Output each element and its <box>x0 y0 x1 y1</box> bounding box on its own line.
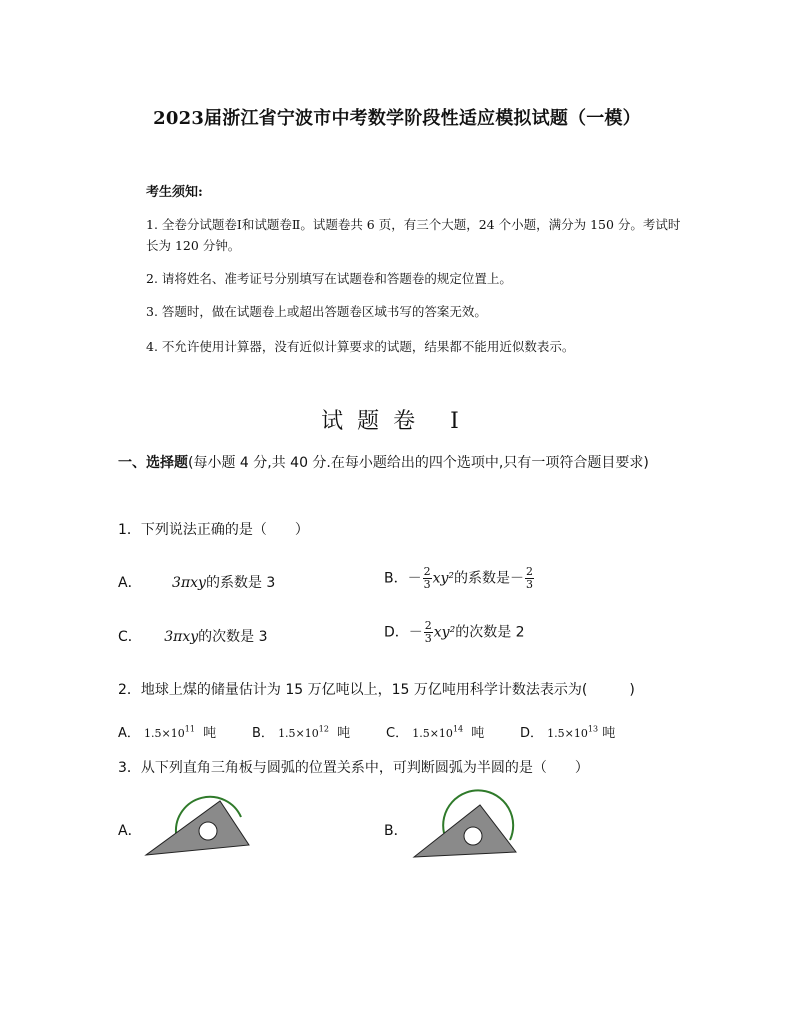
q1-option-b-answer-fraction <box>525 566 534 591</box>
q1-option-b-var: xy² <box>432 570 455 587</box>
q1-option-d <box>384 620 525 645</box>
section-1-header <box>118 452 688 474</box>
q1-option-a-letter: A． <box>118 575 142 591</box>
q2-option-base: 1.5×10 <box>278 727 319 740</box>
q2-option-exponent: 11 <box>184 724 195 734</box>
q1-option-b-letter: B． <box>384 570 408 587</box>
q1-option-b <box>384 566 535 591</box>
q2-option-c <box>386 722 484 741</box>
q2-option-a <box>118 722 216 741</box>
q2-option-base: 1.5×10 <box>547 727 588 740</box>
q1-option-c <box>118 626 268 646</box>
q1-option-a <box>118 572 275 592</box>
q1-option-c-letter: C． <box>118 629 142 645</box>
q1-option-d-fraction <box>424 620 433 645</box>
section-1-heading: 一、选择题 <box>118 455 188 471</box>
q2-option-unit: 吨 <box>471 726 485 741</box>
ruler-hole-shape <box>199 822 217 840</box>
q1-option-d-sign: － <box>408 624 423 641</box>
q1-option-b-sign: － <box>407 570 422 587</box>
question-2-stem: 2．地球上煤的储量估计为 15 万亿吨以上，15 万亿吨用科学计数法表示为( ) <box>118 682 635 698</box>
triangle-ruler-shape <box>146 801 249 855</box>
q2-option-unit: 吨 <box>203 726 217 741</box>
q1-option-c-text: 的次数是 3 <box>198 629 268 645</box>
q2-option-unit: 吨 <box>602 726 616 741</box>
q1-option-b-text: 的系数是－ <box>454 570 525 587</box>
fraction-denominator: 3 <box>424 632 432 645</box>
q2-option-exponent: 14 <box>452 724 464 734</box>
volume-title: 试题卷 Ⅰ <box>321 409 473 434</box>
fraction-denominator: 3 <box>526 578 534 591</box>
q2-option-base: 1.5×10 <box>144 727 185 740</box>
question-1-stem: 1．下列说法正确的是（ ） <box>118 522 309 538</box>
q2-option-base: 1.5×10 <box>412 727 453 740</box>
q2-option-b <box>252 722 350 741</box>
q2-option-letter: B． <box>252 726 274 741</box>
fraction-numerator: 2 <box>526 565 534 578</box>
notice-item-3: 3. 答题时，做在试题卷上或超出答题卷区域书写的答案无效。 <box>146 304 487 319</box>
q1-option-d-var: xy² <box>433 624 456 641</box>
q1-option-a-text: 的系数是 3 <box>205 575 276 591</box>
notice-heading: 考生须知: <box>146 185 203 200</box>
q1-option-b-fraction <box>423 566 432 591</box>
q1-option-d-text: 的次数是 2 <box>455 624 525 641</box>
q1-option-c-expr: 3πxy <box>164 629 199 645</box>
q2-option-letter: D． <box>520 726 544 741</box>
q2-option-unit: 吨 <box>337 726 351 741</box>
notice-item-2: 2. 请将姓名、准考证号分别填写在试题卷和答题卷的规定位置上。 <box>146 271 512 286</box>
question-3-stem: 3．从下列直角三角板与圆弧的位置关系中，可判断圆弧为半圆的是（ ） <box>118 760 589 776</box>
q2-option-exponent: 13 <box>587 724 599 734</box>
notice-item-1: 1. 全卷分试题卷Ⅰ和试题卷Ⅱ。试题卷共 6 页，有三个大题，24 个小题，满分为 150 分。考试时长为 120 分钟。 <box>146 217 681 253</box>
notice-item-4: 4. 不允许使用计算器，没有近似计算要求的试题，结果都不能用近似数表示。 <box>146 339 575 354</box>
q3-option-b-letter: B． <box>384 823 408 839</box>
q2-option-letter: C． <box>386 726 409 741</box>
q2-option-exponent: 12 <box>318 724 329 734</box>
section-1-desc: (每小题 4 分,共 40 分.在每小题给出的四个选项中,只有一项符合题目要求) <box>188 455 649 471</box>
q3-option-a-letter: A． <box>118 823 142 839</box>
q3-figure-b <box>410 795 522 861</box>
q1-option-a-expr: 3πxy <box>172 575 206 591</box>
q2-option-letter: A． <box>118 726 140 741</box>
q1-option-d-letter: D． <box>384 624 409 641</box>
fraction-numerator: 2 <box>424 619 432 632</box>
fraction-denominator: 3 <box>423 578 431 591</box>
page-title: 2023届浙江省宁波市中考数学阶段性适应模拟试题（一模） <box>153 108 641 129</box>
q2-option-d <box>520 722 615 741</box>
fraction-numerator: 2 <box>423 565 431 578</box>
ruler-hole-shape <box>464 827 482 845</box>
q3-figure-a <box>140 795 260 859</box>
